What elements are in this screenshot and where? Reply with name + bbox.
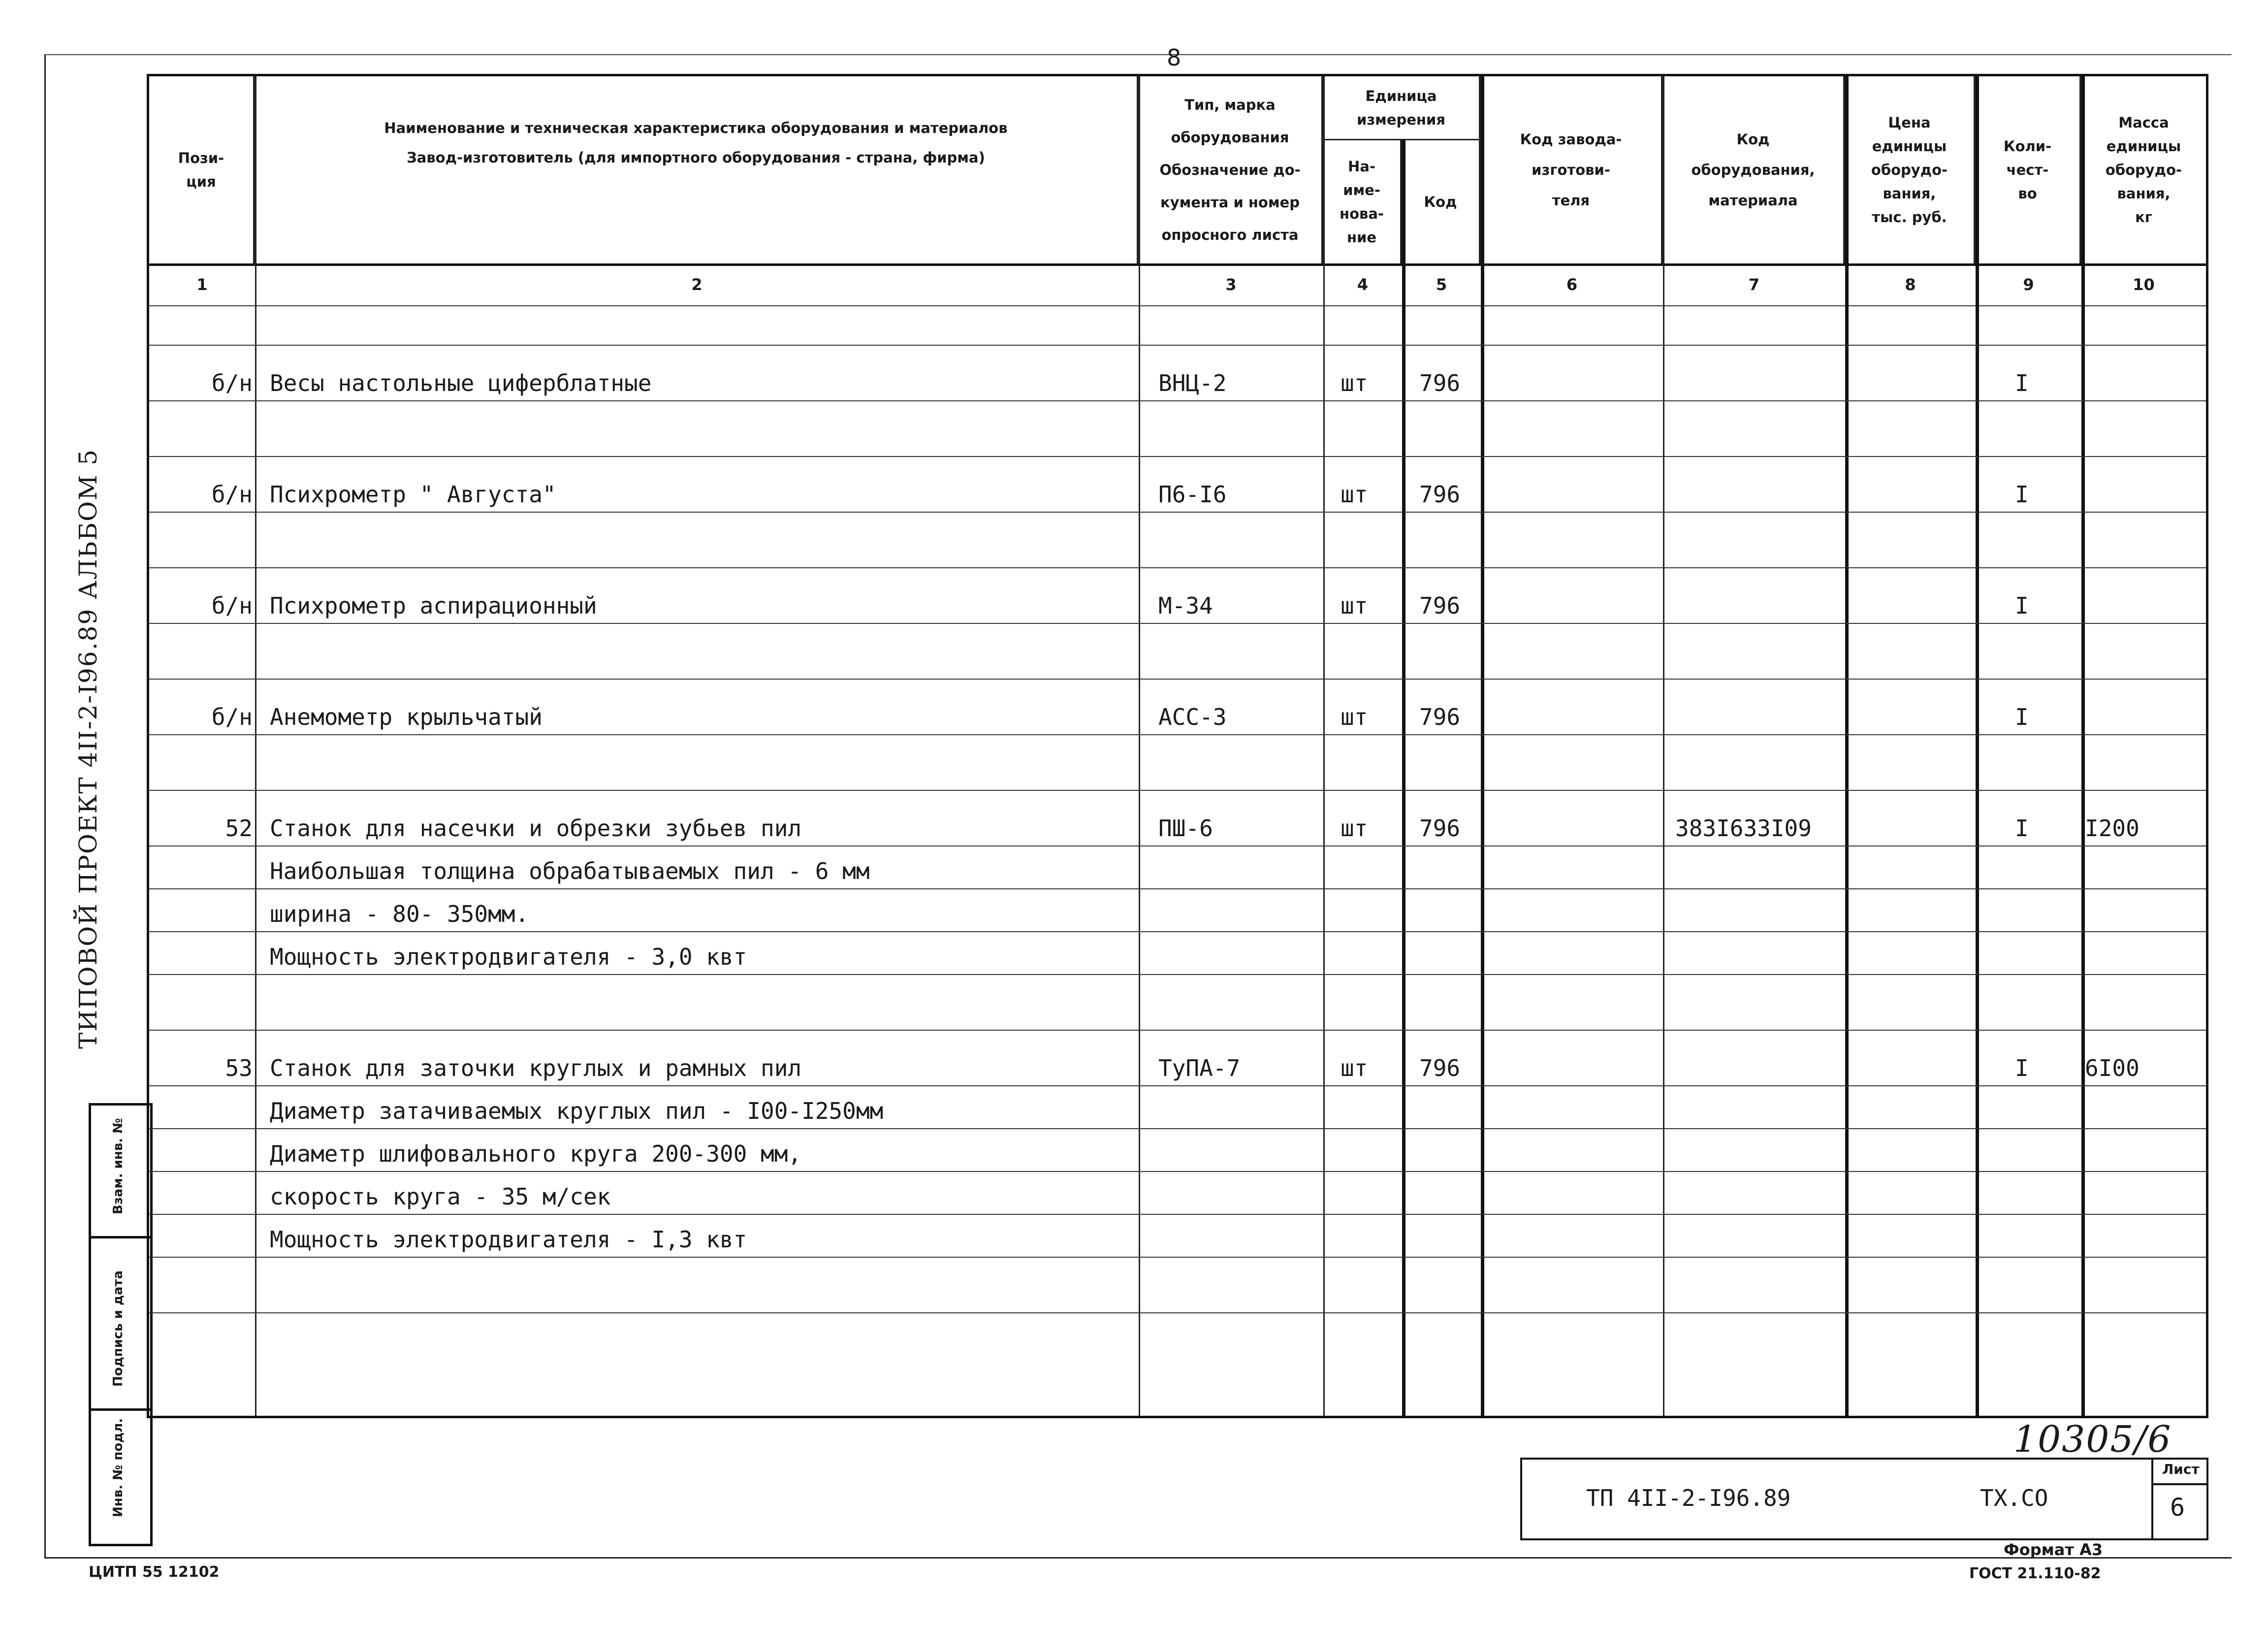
- title-block: [1520, 1458, 2160, 1540]
- row-divider: [149, 1128, 2206, 1129]
- table-cell-qty: I: [2015, 481, 2029, 508]
- publisher-code: ЦИТП 55 12102: [89, 1563, 220, 1581]
- stamp-label: Подпись и дата: [111, 1270, 126, 1387]
- table-cell-name: Психрометр " Августа": [270, 481, 556, 508]
- header-name: Наименование и техническая характеристика оборудования и материалов Завод-изготовитель (для импортного оборудования - страна, фирма): [255, 76, 1139, 263]
- document-code: ТП 4II-2-I96.89: [1586, 1485, 1791, 1511]
- header-position: Пози- ция: [149, 76, 255, 263]
- table-cell-qty: I: [2015, 592, 2029, 619]
- sheet-label: Лист: [2162, 1461, 2200, 1477]
- table-cell-type: ВНЦ-2: [1158, 370, 1227, 396]
- sheet-number: 6: [2170, 1493, 2185, 1522]
- table-cell-mass: I200: [2085, 815, 2140, 842]
- standard-code: ГОСТ 21.110-82: [1969, 1565, 2101, 1582]
- top-page-number: 8: [1167, 44, 1182, 71]
- table-cell-unit: шт: [1341, 704, 1368, 730]
- table-cell-code: 796: [1419, 704, 1461, 730]
- table-cell-type: П6-I6: [1158, 481, 1227, 508]
- row-divider: [149, 790, 2206, 791]
- format-label: Формат А3: [2004, 1540, 2103, 1559]
- table-cell-name: Психрометр аспирационный: [270, 592, 597, 619]
- table-cell-type: ТуПА-7: [1158, 1055, 1241, 1081]
- header-price: Цена единицы оборудо- вания, тыс. руб.: [1845, 76, 1976, 263]
- table-cell-unit: шт: [1341, 815, 1368, 842]
- table-cell-name: Станок для заточки круглых и рамных пил: [270, 1055, 802, 1081]
- table-cell-name: скорость круга - 35 м/сек: [270, 1183, 611, 1210]
- table-cell-type: М-34: [1158, 592, 1213, 619]
- column-number: 1: [196, 275, 208, 294]
- table-cell-unit: шт: [1341, 592, 1368, 619]
- table-cell-code: 796: [1419, 815, 1461, 842]
- table-cell-pos: б/н: [211, 370, 253, 396]
- table-cell-unit: шт: [1341, 1055, 1368, 1081]
- stamp-label: Взам. инв. №: [111, 1118, 126, 1214]
- document-mark: ТХ.СО: [1980, 1485, 2048, 1511]
- table-cell-type: ПШ-6: [1158, 815, 1213, 842]
- table-cell-pos: 52: [225, 815, 253, 842]
- column-number: 6: [1566, 275, 1578, 294]
- table-cell-name: Весы настольные циферблатные: [270, 370, 652, 396]
- row-divider: [149, 1312, 2206, 1313]
- header-unit-group: Единица измерения: [1323, 76, 1481, 140]
- table-cell-name: Мощность электродвигателя - I,3 квт: [270, 1226, 747, 1253]
- table-cell-code: 796: [1419, 481, 1461, 508]
- row-divider: [149, 1214, 2206, 1215]
- header-factory-code: Код завода- изготови- теля: [1481, 76, 1663, 263]
- table-cell-pos: 53: [225, 1055, 253, 1081]
- table-cell-code: 796: [1419, 1055, 1461, 1081]
- table-cell-qty: I: [2015, 1055, 2029, 1081]
- stamp-cell-signature: [91, 1236, 150, 1411]
- row-divider: [149, 734, 2206, 735]
- header-unit-code: Код: [1402, 140, 1481, 263]
- archive-number-handwritten: 10305/6: [2013, 1418, 2172, 1461]
- row-divider: [149, 1030, 2206, 1031]
- row-divider: [149, 345, 2206, 346]
- row-divider: [149, 400, 2206, 401]
- table-cell-code: 796: [1419, 592, 1461, 619]
- column-number: 5: [1436, 275, 1447, 294]
- table-cell-name: Наибольшая толщина обрабатываемых пил - 6 мм: [270, 858, 870, 884]
- table-cell-type: АСС-3: [1158, 704, 1227, 730]
- stamp-label: Инв. № подл.: [111, 1418, 126, 1517]
- header-mass: Масса единицы оборудо- вания, кг: [2105, 114, 2182, 226]
- table-cell-code: 796: [1419, 370, 1461, 396]
- table-cell-name: Анемометр крыльчатый: [270, 704, 543, 730]
- side-title: ТИПОВОЙ ПРОЕКТ 4II-2-I96.89 АЛЬБОМ 5: [74, 448, 102, 1049]
- row-divider: [149, 846, 2206, 847]
- column-number: 9: [2023, 275, 2034, 294]
- sheet-box-divider: [2153, 1483, 2206, 1485]
- table-cell-pos: б/н: [211, 592, 253, 619]
- header-material-code: Код оборудования, материала: [1663, 76, 1845, 263]
- table-cell-mass: 6I00: [2085, 1055, 2140, 1081]
- table-cell-pos: б/н: [211, 481, 253, 508]
- row-divider: [149, 1171, 2206, 1172]
- header-quantity: Коли- чест- во: [1976, 76, 2081, 263]
- stamp-cell-inventory: [91, 1408, 150, 1539]
- row-divider: [149, 1085, 2206, 1086]
- specification-table: [147, 74, 2208, 1418]
- row-divider: [149, 567, 2206, 568]
- table-cell-name: Диаметр затачиваемых круглых пил - I00-I250мм: [270, 1098, 884, 1124]
- column-number: 4: [1357, 275, 1369, 294]
- row-divider: [149, 1257, 2206, 1258]
- row-divider: [149, 679, 2206, 680]
- column-number: 7: [1748, 275, 1760, 294]
- row-divider: [149, 888, 2206, 889]
- header-unit-name: На- име- нова- ние: [1323, 140, 1402, 263]
- table-cell-qty: I: [2015, 704, 2029, 730]
- table-cell-name: Станок для насечки и обрезки зубьев пил: [270, 815, 802, 842]
- row-divider: [149, 974, 2206, 975]
- header-type: Тип, марка оборудования Обозначение до- кумента и номер опросного листа: [1139, 76, 1323, 263]
- column-number: 10: [2133, 275, 2155, 294]
- column-number: 2: [691, 275, 703, 294]
- colnum-divider: [149, 305, 2206, 306]
- column-divider: [1402, 140, 1406, 1416]
- approval-stamp-column: [89, 1103, 153, 1546]
- table-cell-qty: I: [2015, 815, 2029, 842]
- table-cell-name: Мощность электродвигателя - 3,0 квт: [270, 944, 747, 970]
- table-cell-pos: б/н: [211, 704, 253, 730]
- table-cell-name: ширина - 80- 350мм.: [270, 901, 529, 927]
- table-cell-qty: I: [2015, 370, 2029, 396]
- sheet-number-box: [2151, 1458, 2208, 1540]
- table-cell-name: Диаметр шлифовального круга 200-300 мм,: [270, 1140, 802, 1167]
- table-cell-unit: шт: [1341, 481, 1368, 508]
- column-number: 8: [1905, 275, 1916, 294]
- row-divider: [149, 623, 2206, 624]
- table-cell-unit: шт: [1341, 370, 1368, 396]
- column-number: 3: [1225, 275, 1237, 294]
- row-divider: [149, 931, 2206, 932]
- row-divider: [149, 512, 2206, 513]
- stamp-cell-replacement: [91, 1106, 150, 1238]
- row-divider: [149, 456, 2206, 457]
- table-cell-mat: 383I633I09: [1675, 815, 1812, 842]
